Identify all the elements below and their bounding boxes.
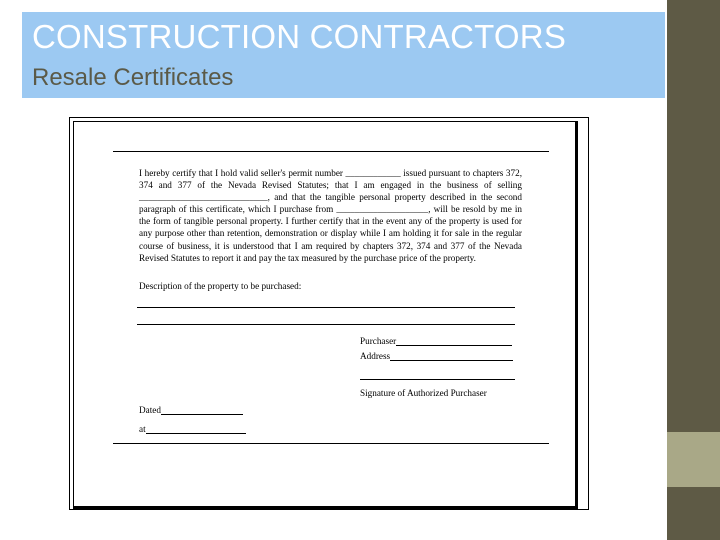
address-label: Address	[360, 351, 391, 361]
dated-label: Dated	[139, 405, 161, 415]
dated-field[interactable]	[139, 405, 243, 415]
description-line-1	[137, 307, 515, 308]
bottom-rule	[113, 443, 549, 444]
description-label: Description of the property to be purchased:	[139, 281, 302, 291]
certificate-paragraph: I hereby certify that I hold valid seller's permit number ____________ issued pursuant to chapters 372, 374 and 377 of the Nevada Revised Statutes; that I am engaged in the business of selling ____________________________, and that the tangible personal property described in the second paragraph of this certificate, which I purchase from ____________________, will be resold by me in the form of tangible personal property. I further certify that in the event any of the property is used for any purpose other than retention, demonstration or display while I am holding it for sale in the regular course of business, it is understood that I am required by chapters 372, 374 and 377 of the Nevada Revised Statutes to report it and pay the tax measured by the purchase price of the property.	[139, 168, 522, 263]
top-rule	[113, 151, 549, 152]
purchaser-label: Purchaser	[360, 336, 397, 346]
at-line	[146, 433, 246, 434]
purchaser-line	[396, 345, 512, 346]
signature-line	[360, 379, 515, 380]
slide-subtitle: Resale Certificates	[32, 64, 234, 91]
address-line	[390, 360, 513, 361]
at-label: at	[139, 424, 146, 434]
address-field[interactable]	[360, 351, 513, 361]
dated-line	[161, 414, 243, 415]
description-line-2	[137, 324, 515, 325]
at-field[interactable]	[139, 424, 246, 434]
side-decor-accent	[667, 432, 720, 487]
certificate-body	[139, 167, 522, 264]
purchaser-field[interactable]	[360, 336, 512, 346]
slide-title: CONSTRUCTION CONTRACTORS	[32, 18, 567, 55]
signature-label: Signature of Authorized Purchaser	[360, 388, 487, 398]
